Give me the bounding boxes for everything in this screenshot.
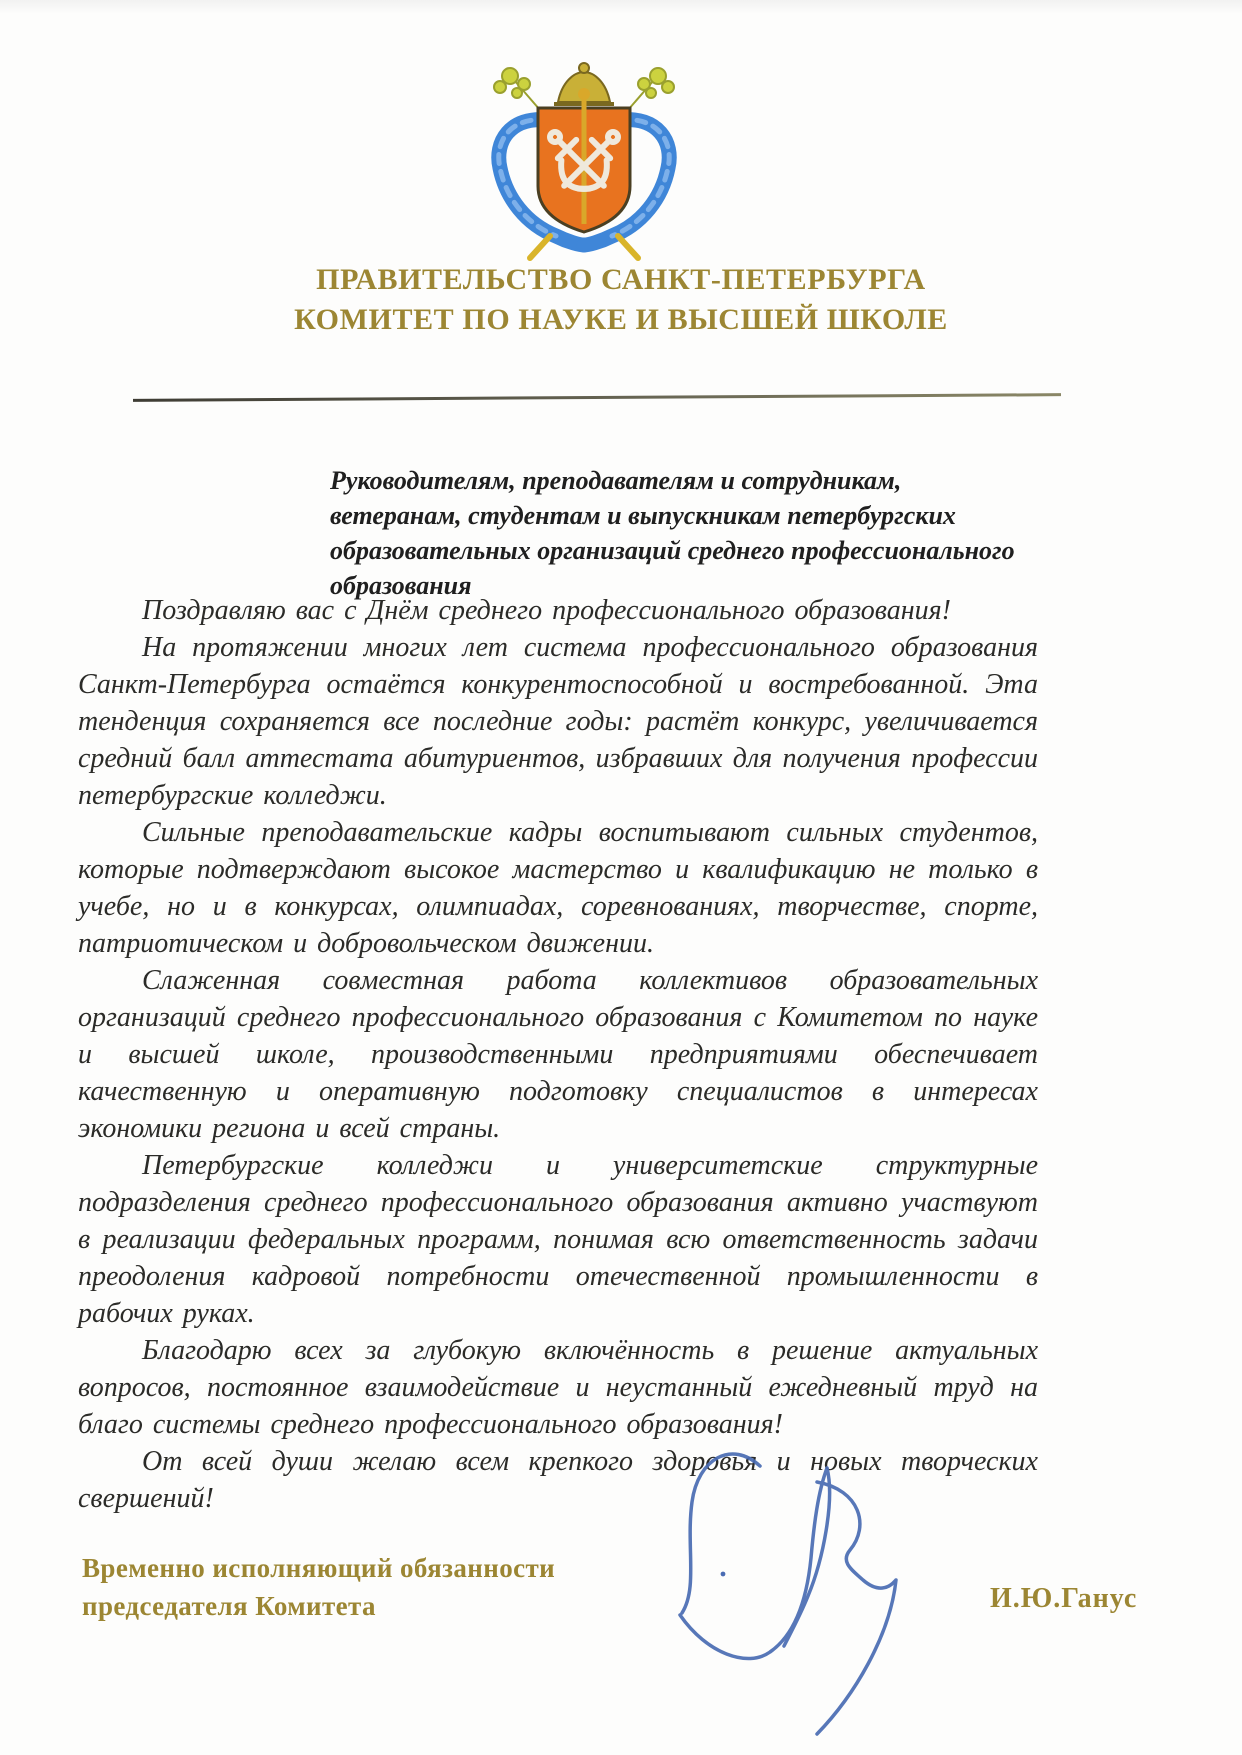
- letterhead: [0, 260, 1242, 340]
- letterhead-government-line: ПРАВИТЕЛЬСТВО САНКТ-ПЕТЕРБУРГА: [316, 263, 926, 296]
- letter-body: [78, 592, 1038, 1517]
- signoff-title: [82, 1549, 555, 1625]
- body-paragraph: Сильные преподавательские кадры воспитывают сильных студентов, которые подтверждают высокое мастерство и квалификацию не только в учебе, но и в конкурсах, олимпиадах, соревнованиях, творчестве, спорте, патриотическом и добровольческом движении.: [78, 817, 1038, 959]
- addressee-line: ветеранам, студентам и выпускникам петербургских: [330, 501, 956, 530]
- handwritten-signature-ink: [612, 1438, 912, 1755]
- body-paragraph: Поздравляю вас с Днём среднего профессионального образования!: [142, 595, 951, 626]
- signoff-name: И.Ю.Ганус: [990, 1583, 1138, 1614]
- scan-edge-artifact: [0, 0, 1242, 14]
- saint-petersburg-coat-of-arms-icon: [444, 56, 724, 266]
- gold-sprig-right-icon: [628, 68, 674, 110]
- signature-ink-dot: [721, 1572, 726, 1577]
- body-paragraph: Слаженная совместная работа коллективов образовательных организаций среднего профессионального образования с Комитетом по науке и высшей школе, производственными предприятиями обеспечивает качественную и оперативную подготовку специалистов в интересах экономики региона и всей страны.: [78, 965, 1038, 1144]
- letterhead-divider-rule: [133, 393, 1061, 402]
- addressee-block: [330, 463, 1090, 603]
- addressee-line: образовательных организаций среднего профессионального: [330, 536, 1015, 565]
- body-paragraph: На протяжении многих лет система профессионального образования Санкт-Петербурга остаётся конкурентоспособной и востребованной. Эта тенденция сохраняется все последние годы: растёт конкурс, увеличивается средний балл аттестата абитуриентов, избравших для получения профессии петербургские колледжи.: [78, 632, 1038, 811]
- body-paragraph: От всей души желаю всем крепкого здоровья и новых творческих свершений!: [78, 1446, 1038, 1514]
- body-paragraph: Петербургские колледжи и университетские структурные подразделения среднего профессионального образования активно участвуют в реализации федеральных программ, понимая всю ответственность задачи преодоления кадровой потребности отечественной промышленности в рабочих руках.: [78, 1150, 1038, 1329]
- gold-sprig-left-icon: [494, 68, 540, 110]
- signoff-title-line1: Временно исполняющий обязанности: [82, 1553, 556, 1583]
- signoff-title-line2: председателя Комитета: [82, 1591, 376, 1621]
- addressee-line: Руководителям, преподавателям и сотрудникам,: [330, 466, 902, 495]
- addressee-line: образования: [330, 571, 472, 600]
- letterhead-committee-line: КОМИТЕТ ПО НАУКЕ И ВЫСШЕЙ ШКОЛЕ: [294, 303, 948, 336]
- body-paragraph: Благодарю всех за глубокую включённость в решение актуальных вопросов, постоянное взаимодействие и неустанный ежедневный труд на благо системы среднего профессионального образования!: [78, 1335, 1038, 1440]
